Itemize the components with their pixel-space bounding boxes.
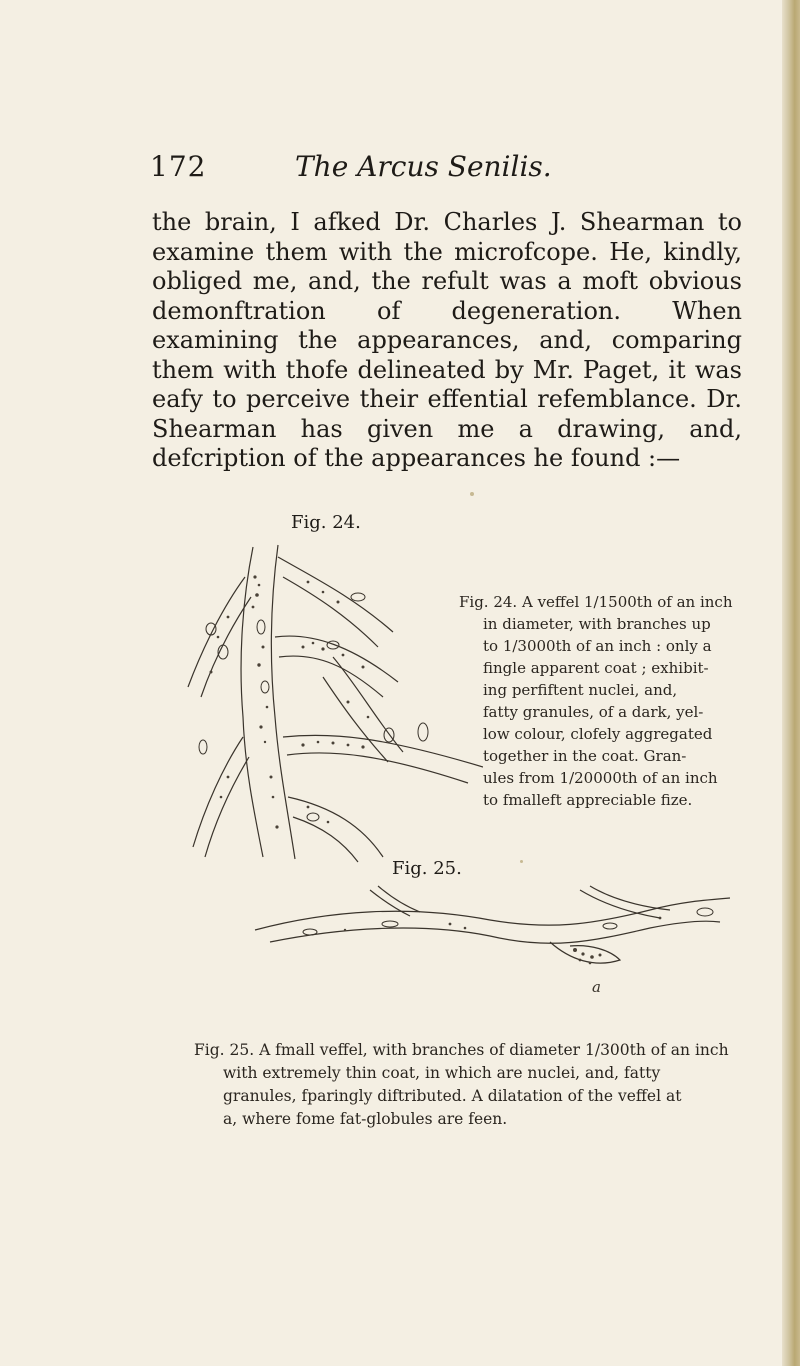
nuclei [199, 593, 428, 821]
caption-line: to 1/3000th of an inch : only a [483, 637, 712, 655]
figure-25-illustration [250, 880, 730, 1000]
caption-line: low colour, clofely aggregated [483, 725, 713, 743]
paper-speck [520, 860, 523, 863]
body-paragraph: the brain, I afked Dr. Charles J. Shearman to examine them with the microfcope. He, kindly, obliged me, and, the refult was a moft obvious demonftration of degeneration. When examining the appearances, and, comparing them with thofe delineated by Mr. Paget, it was eafy to perceive their effential refemblance. Dr. Shearman has given me a drawing, and, defcription of the appearances he found :— [152, 208, 742, 472]
branch-right-bottom-inner [293, 817, 358, 862]
caption-line: granules, fparingly diftributed. A dilatation of the veffel at [223, 1087, 682, 1105]
branch-right-top [278, 557, 393, 632]
caption-line: a, where fome fat-globules are feen. [223, 1110, 508, 1128]
figure-24-caption [459, 591, 764, 811]
branch-up-left-inner [378, 886, 420, 912]
figure-25-caption [194, 1039, 754, 1131]
branch-left-low [193, 737, 243, 847]
branch-left-outer [188, 577, 245, 687]
caption-line: with extremely thin coat, in which are nuclei, and, fatty [223, 1064, 661, 1082]
dilatation-marker: a [592, 978, 601, 996]
caption-line: Fig. 25. A fmall veffel, with branches of diameter 1/300th of an inch [194, 1041, 729, 1059]
branch-right-mid-inner [279, 656, 383, 697]
caption-line: ules from 1/20000th of an inch [483, 769, 718, 787]
vessel-wall-top [255, 898, 730, 930]
page-edge [782, 0, 800, 1366]
branch-right-low [283, 735, 483, 767]
figure-25-label: Fig. 25. [392, 858, 462, 879]
paper-speck [470, 492, 474, 496]
figure-24-illustration [183, 537, 483, 867]
branch-left-low-inner [205, 757, 249, 857]
fatty-granules [210, 575, 370, 828]
caption-line: ing perfiftent nuclei, and, [483, 681, 678, 699]
running-title: The Arcus Senilis. [295, 150, 552, 183]
caption-line: together in the coat. Gran- [483, 747, 687, 765]
vessel-wall-left [241, 547, 263, 857]
page-number: 172 [150, 150, 207, 183]
caption-line: to fmalleft appreciable fize. [483, 791, 693, 809]
caption-line: in diameter, with branches up [483, 615, 711, 633]
page-header [150, 150, 750, 196]
caption-line: fatty granules, of a dark, yel- [483, 703, 704, 721]
vessel-wall-right [271, 545, 295, 859]
branch-right-mid [275, 636, 398, 682]
branch-up-right [580, 890, 660, 918]
branch-up-right-inner [590, 886, 670, 910]
branch-right-low-inner [287, 753, 468, 783]
caption-line: Fig. 24. A veffel 1/1500th of an inch [459, 593, 733, 611]
vessel-wall-bottom [270, 921, 720, 943]
caption-line: fingle apparent coat ; exhibit- [483, 659, 709, 677]
figure-24-label: Fig. 24. [291, 512, 361, 533]
branch-right-bottom [288, 797, 383, 857]
body-text [152, 208, 742, 474]
dilatation [550, 942, 620, 963]
